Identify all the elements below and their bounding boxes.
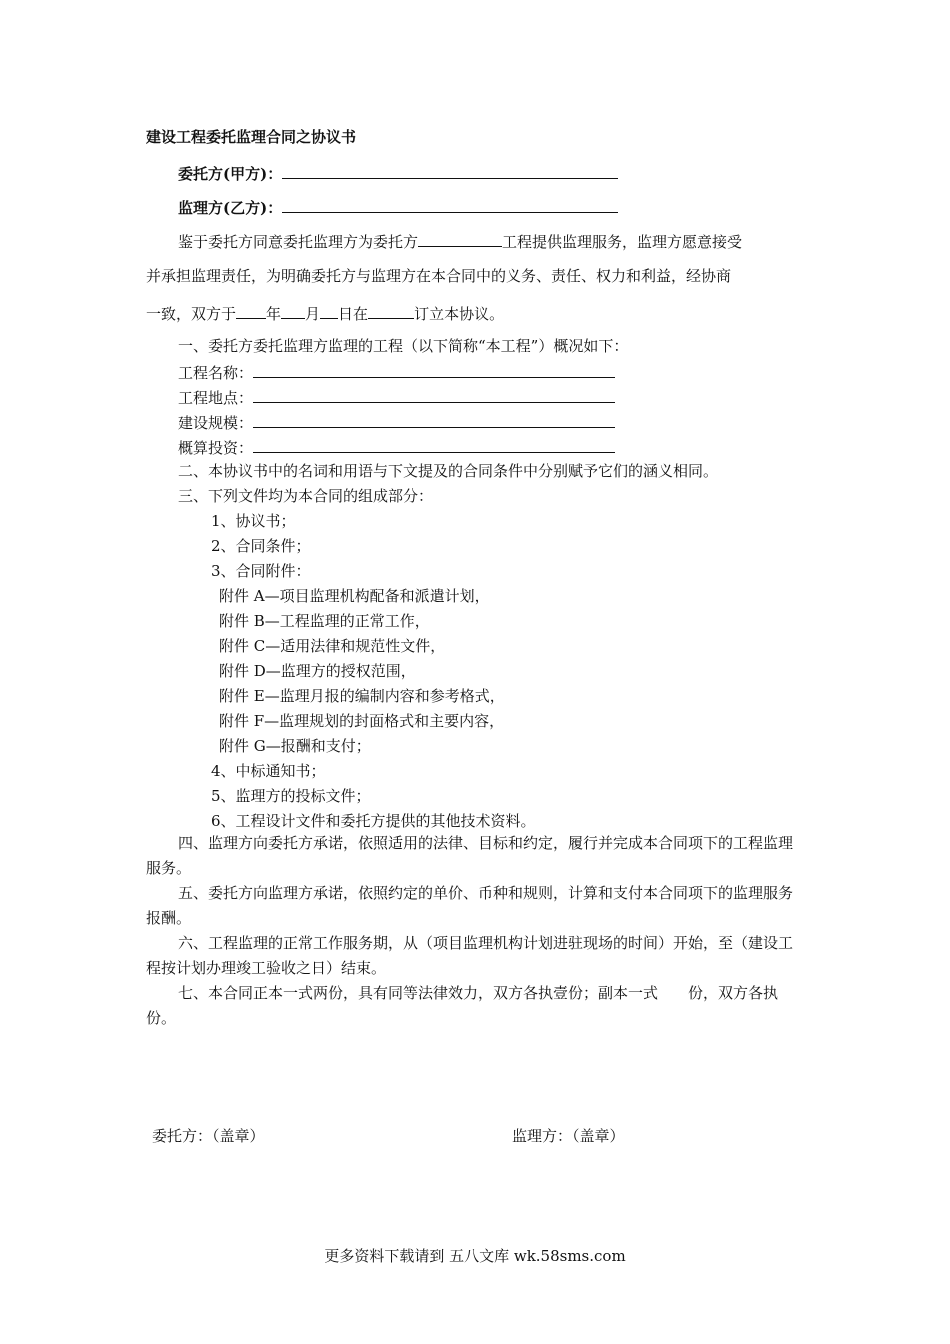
attachment-item: 附件 G—报酬和支付； (219, 737, 371, 755)
party-a-line (178, 162, 618, 184)
attachment-item: 附件 B—工程监理的正常工作， (219, 612, 430, 630)
intro-text: 工程提供监理服务，监理方愿意接受 (502, 233, 743, 251)
field-blank[interactable] (253, 361, 615, 378)
attachment-item: 附件 F—监理规划的封面格式和主要内容， (219, 712, 505, 730)
attachment-item: 附件 D—监理方的授权范围， (219, 662, 416, 680)
clause-3: 三、下列文件均为本合同的组成部分： (178, 487, 434, 505)
day-blank[interactable] (320, 302, 338, 319)
field-label: 概算投资： (178, 439, 254, 457)
attachment-item: 附件 C—适用法律和规范性文件， (219, 637, 446, 655)
intro-text: 月 (305, 305, 321, 323)
intro-line-2: 并承担监理责任，为明确委托方与监理方在本合同中的义务、责任、权力和利益，经协商 (146, 267, 732, 285)
party-a-blank[interactable] (282, 162, 618, 179)
attachment-item: 附件 A—项目监理机构配备和派遣计划， (219, 587, 490, 605)
intro-line-3 (146, 302, 504, 324)
clause-1: 一、委托方委托监理方监理的工程（以下简称“本工程”）概况如下： (178, 337, 629, 355)
clause-2: 二、本协议书中的名词和用语与下文提及的合同条件中分别赋予它们的涵义相同。 (178, 462, 719, 480)
attachment-item: 附件 E—监理月报的编制内容和参考格式， (219, 687, 505, 705)
intro-text: 鉴于委托方同意委托监理方为委托方 (178, 233, 419, 251)
intro-text: 年 (266, 305, 282, 323)
intro-text: 一致，双方于 (146, 305, 237, 323)
clause-7: 七、本合同正本一式两份，具有同等法律效力，双方各执壹份；副本一式 份，双方各执 份。 (146, 984, 809, 1027)
intro-line-1 (178, 230, 742, 252)
doc-item: 6、工程设计文件和委托方提供的其他技术资料。 (211, 812, 536, 830)
doc-item: 5、监理方的投标文件； (211, 787, 371, 805)
field-project-name (178, 361, 615, 383)
doc-item: 4、中标通知书； (211, 762, 326, 780)
field-blank[interactable] (253, 411, 615, 428)
field-estimated-investment (178, 436, 615, 458)
party-b-label: 监理方(乙方)： (178, 199, 283, 217)
intro-text: 日在 (338, 305, 369, 323)
footer-text: 更多资料下载请到 五八文库 wk.58sms.com (324, 1247, 626, 1265)
field-label: 工程地点： (178, 389, 254, 407)
field-blank[interactable] (253, 436, 615, 453)
place-blank[interactable] (368, 302, 414, 319)
intro-text: 订立本协议。 (414, 305, 505, 323)
supervisor-signature: 监理方：（盖章） (512, 1127, 625, 1145)
document-title: 建设工程委托监理合同之协议书 (146, 128, 357, 146)
party-b-blank[interactable] (282, 196, 618, 213)
field-label: 建设规模： (178, 414, 254, 432)
clause-4: 四、监理方向委托方承诺，依照适用的法律、目标和约定，履行并完成本合同项下的工程监理服务。 (146, 834, 794, 877)
clause-6: 六、工程监理的正常工作服务期，从（项目监理机构计划进驻现场的时间）开始，至（建设工程按计划办理竣工验收之日）结束。 (146, 934, 794, 977)
month-blank[interactable] (281, 302, 305, 319)
client-signature: 委托方：（盖章） (152, 1127, 265, 1145)
doc-item: 1、协议书； (211, 512, 296, 530)
project-name-blank[interactable] (418, 230, 502, 247)
field-construction-scale (178, 411, 615, 433)
clause-5: 五、委托方向监理方承诺，依照约定的单价、币种和规则，计算和支付本合同项下的监理服务报酬。 (146, 884, 794, 927)
field-label: 工程名称： (178, 364, 254, 382)
field-project-location (178, 386, 615, 408)
party-a-label: 委托方(甲方)： (178, 165, 283, 183)
doc-item: 3、合同附件： (211, 562, 311, 580)
year-blank[interactable] (236, 302, 266, 319)
field-blank[interactable] (253, 386, 615, 403)
party-b-line (178, 196, 618, 218)
doc-item: 2、合同条件； (211, 537, 311, 555)
